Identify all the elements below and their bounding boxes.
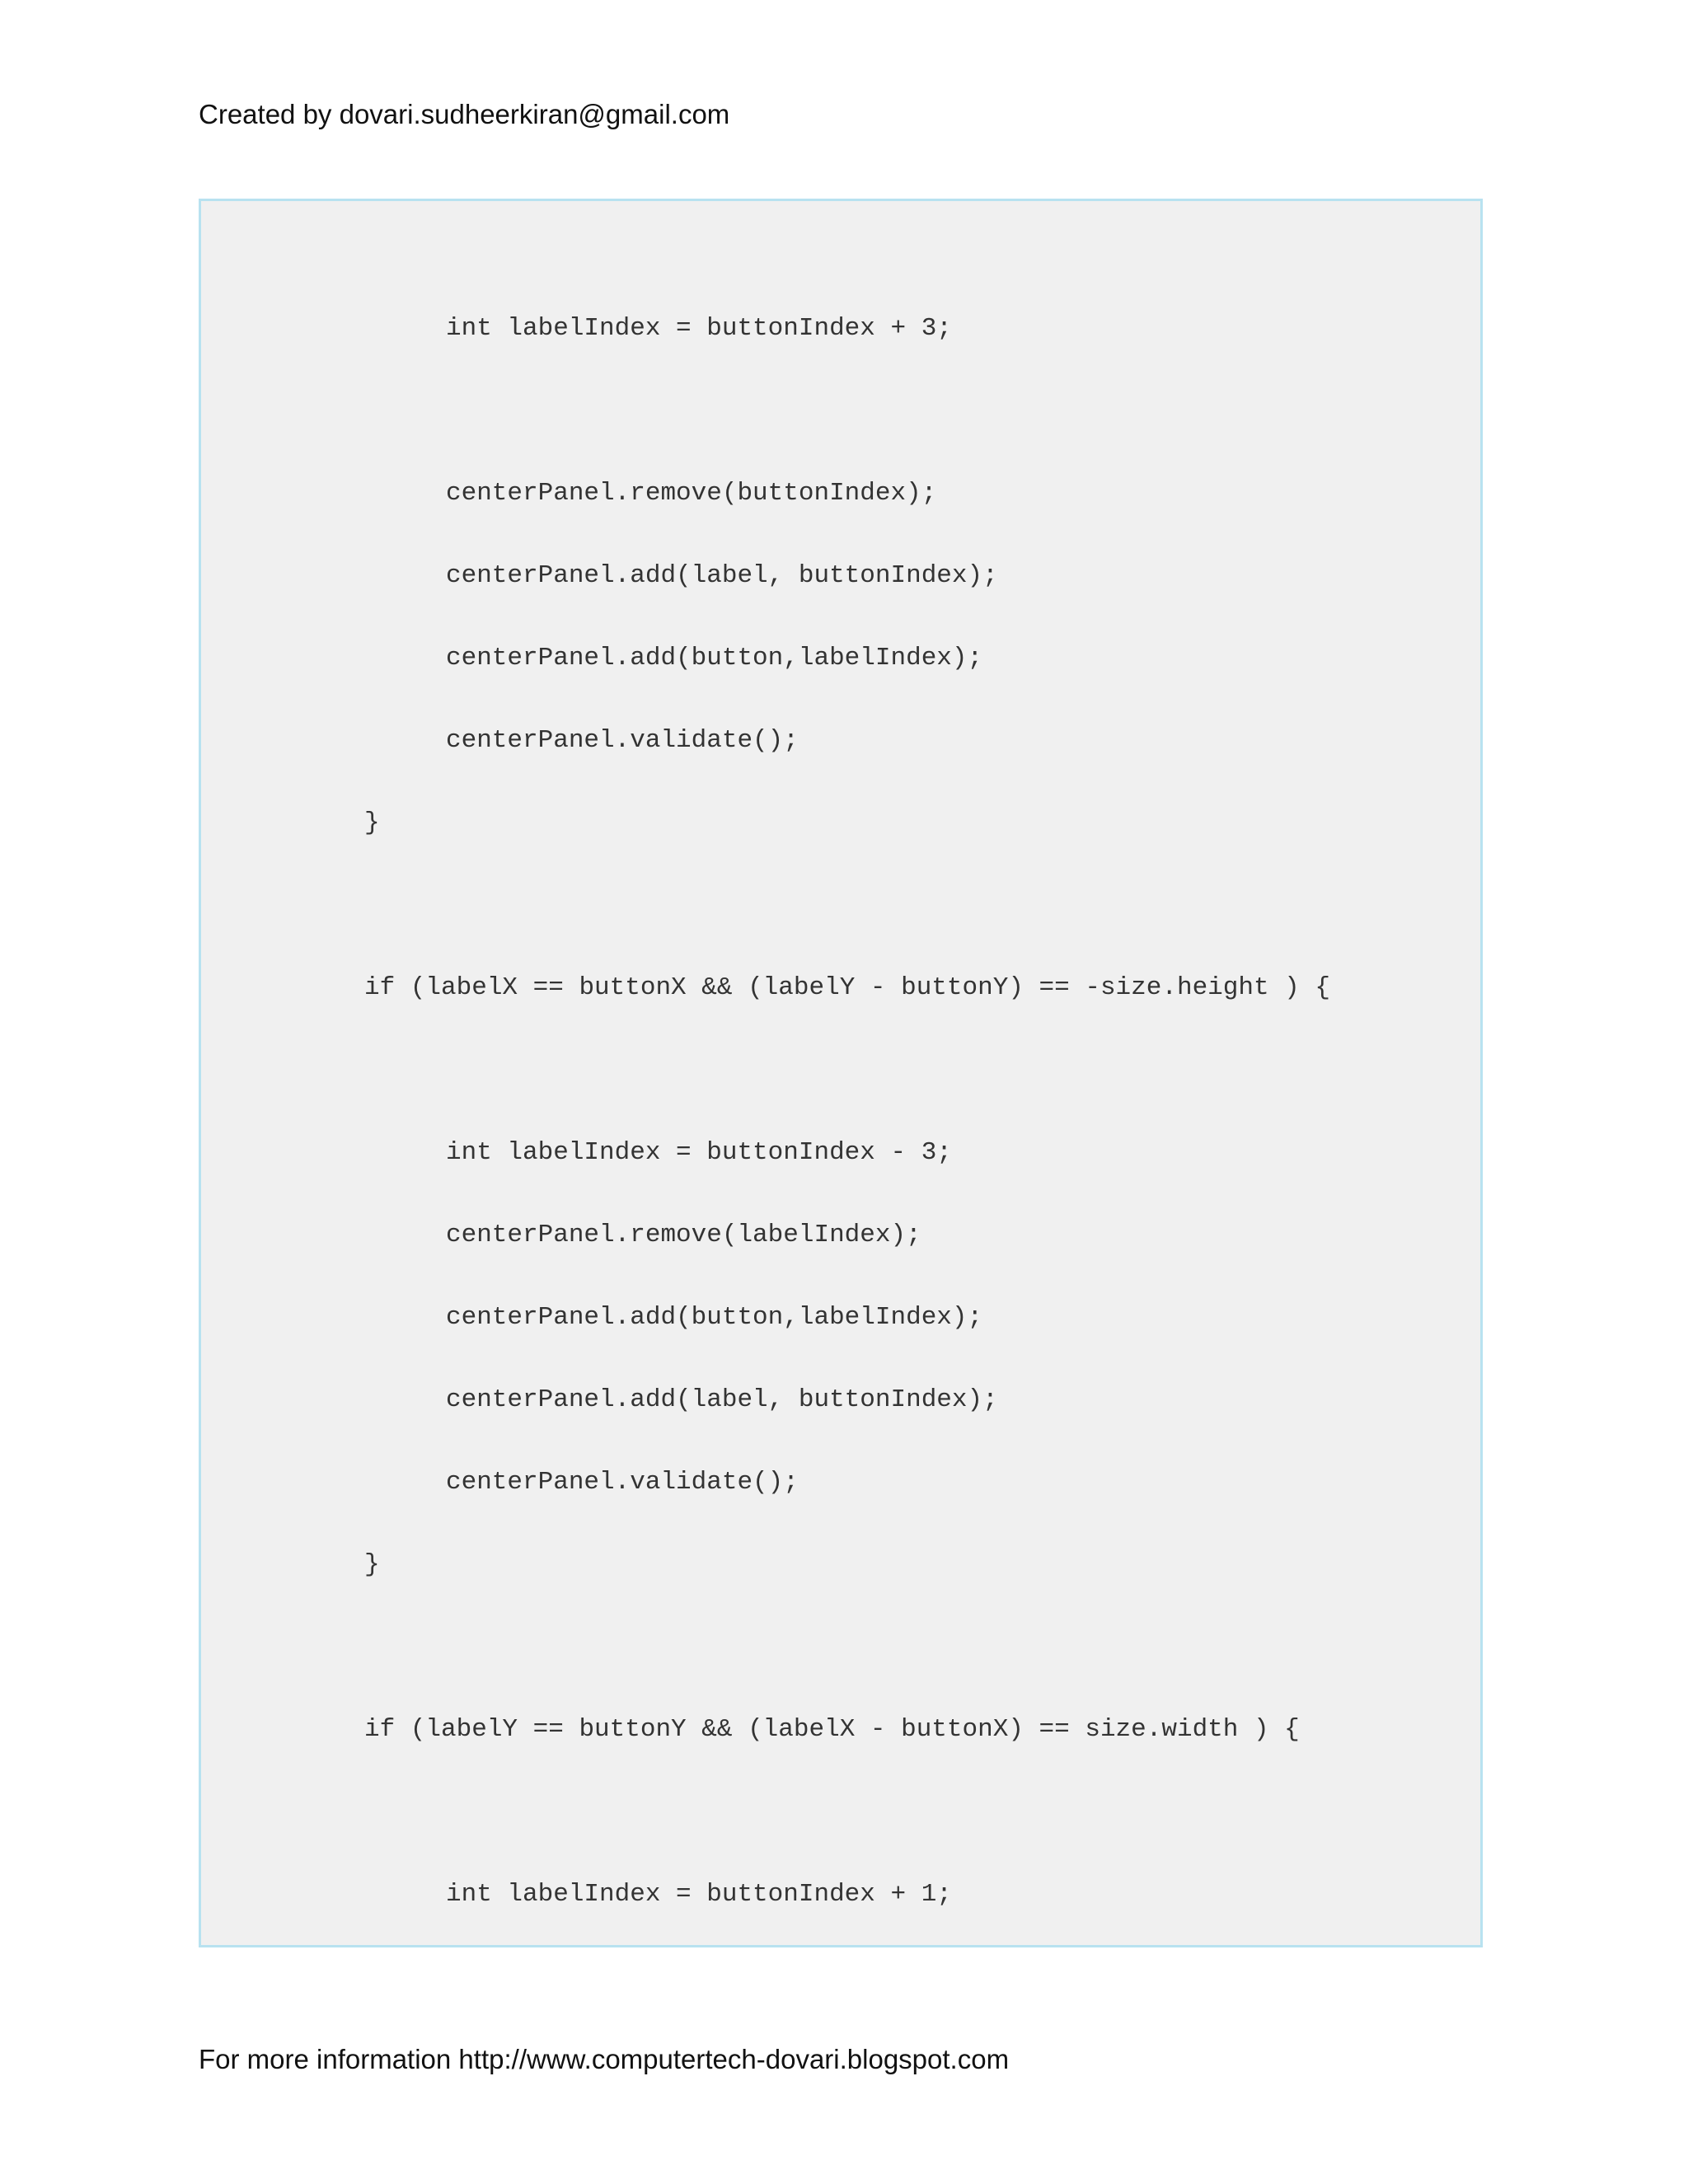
code-line: centerPanel.add(label, buttonIndex); xyxy=(446,1385,998,1414)
code-line: centerPanel.add(button,labelIndex); xyxy=(446,644,983,673)
code-line: centerPanel.add(label, buttonIndex); xyxy=(446,561,998,590)
code-line: int labelIndex = buttonIndex - 3; xyxy=(446,1138,952,1167)
code-line: } xyxy=(364,1550,380,1579)
code-block xyxy=(199,199,1483,1947)
code-line: centerPanel.validate(); xyxy=(446,726,799,755)
code-line: if (labelX == buttonX && (labelY - buttonY) == -size.height ) { xyxy=(364,973,1330,1002)
code-line: centerPanel.add(button,labelIndex); xyxy=(446,1303,983,1332)
code-line: centerPanel.remove(labelIndex); xyxy=(446,1221,921,1249)
page-header: Created by dovari.sudheerkiran@gmail.com xyxy=(199,99,730,129)
code-line: if (labelY == buttonY && (labelX - buttonX) == size.width ) { xyxy=(364,1715,1300,1744)
code-line: int labelIndex = buttonIndex + 3; xyxy=(446,314,952,343)
code-line: centerPanel.remove(buttonIndex); xyxy=(446,479,937,508)
code-line: } xyxy=(364,808,380,837)
page-footer: For more information http://www.computertech-dovari.blogspot.com xyxy=(199,2044,1010,2074)
code-line: int labelIndex = buttonIndex + 1; xyxy=(446,1880,952,1909)
code-line: centerPanel.validate(); xyxy=(446,1468,799,1497)
